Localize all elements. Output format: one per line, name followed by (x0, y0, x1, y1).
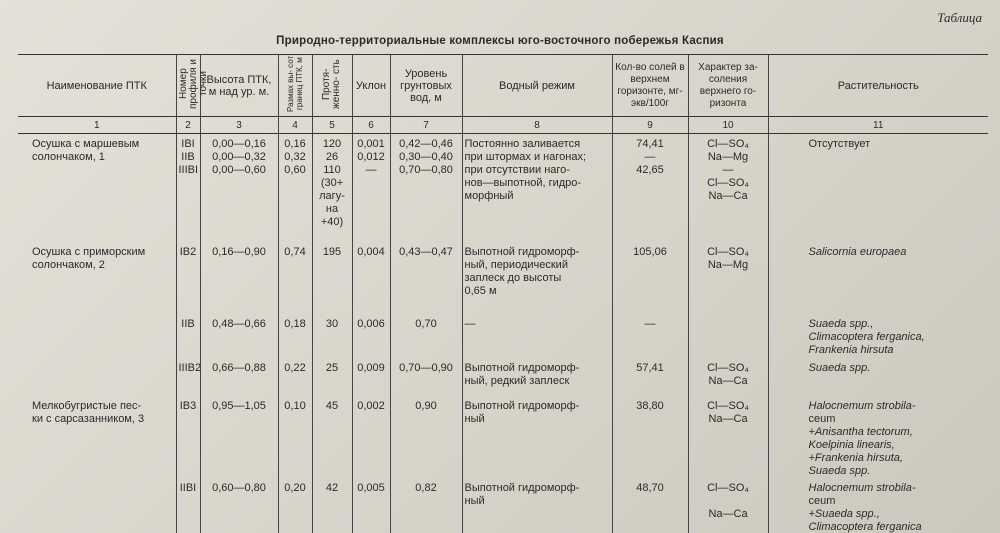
vegetation-cell (768, 478, 988, 533)
salinity-type-cell (688, 478, 768, 533)
length-value: 42 (325, 481, 339, 494)
water-regime: ный, редкий заплеск (464, 374, 570, 387)
ptk-name: ки с сарсазанником, 3 (32, 412, 145, 425)
height-range-cell (278, 478, 312, 533)
table-row (18, 358, 988, 396)
vegetation: Suaeda spp., (808, 317, 874, 330)
salinity-type (691, 495, 766, 508)
header-cell: Кол-во солей в верхнем горизонте, мг-экв/100г (612, 55, 688, 117)
length-value-cell (312, 478, 352, 533)
salinity-type: Cl—SO₄ (707, 361, 749, 374)
ptk-name: солончаком, 2 (32, 258, 105, 271)
salinity-type-cell (688, 396, 768, 478)
table-row (18, 242, 988, 314)
column-number: 6 (352, 117, 390, 134)
salinity-type: Cl—SO₄ (707, 481, 749, 494)
salt-content-cell (612, 478, 688, 533)
height-range: 0,22 (284, 361, 306, 374)
groundwater-level-cell (390, 314, 462, 358)
ptk-height: 0,00—0,60 (212, 164, 266, 176)
column-number: 11 (768, 117, 988, 134)
salt-content: — (644, 317, 656, 330)
salt-content-cell (612, 242, 688, 314)
table-row (18, 134, 988, 242)
vegetation: +Anisantha tectorum, (808, 425, 913, 438)
length-value: 25 (325, 361, 339, 374)
water-regime-cell (462, 314, 612, 358)
groundwater-level: 0,70—0,80 (399, 164, 453, 176)
header-cell: Протя- женно- сть (312, 55, 352, 117)
table-title: Природно-территориальные комплексы юго-восточного побережья Каспия (276, 35, 724, 47)
column-number-row (18, 117, 988, 134)
salt-content-cell (612, 134, 688, 242)
column-number: 5 (312, 117, 352, 134)
water-regime: — (464, 317, 476, 330)
ptk-height-cell (200, 358, 278, 396)
groundwater-level: 0,70—0,90 (399, 361, 453, 374)
water-regime-cell (462, 134, 612, 242)
header-row (18, 55, 988, 117)
water-regime: 0,65 м (464, 284, 497, 297)
column-number: 8 (462, 117, 612, 134)
height-range-cell (278, 134, 312, 242)
groundwater-level-cell (390, 358, 462, 396)
salinity-type: Na—Ca (708, 190, 748, 202)
salinity-type: Cl—SO₄ (707, 177, 749, 189)
vegetation: ceum (808, 494, 836, 507)
vegetation-cell (768, 396, 988, 478)
ptk-name: солончаком, 1 (32, 151, 105, 163)
table-row (18, 396, 988, 478)
slope-value-cell (352, 134, 390, 242)
ptk-name-cell (18, 396, 176, 478)
table-row (18, 314, 988, 358)
vegetation: +Suaeda spp., (808, 507, 880, 520)
length-value: 26 (325, 151, 339, 163)
salinity-type: Na—Ca (708, 374, 748, 387)
length-value: 195 (322, 245, 342, 258)
profile-point: IIВ (181, 317, 195, 330)
data-table (18, 54, 988, 533)
height-range: 0,60 (284, 164, 306, 176)
ptk-height-cell (200, 314, 278, 358)
header-cell: Растительность (768, 55, 988, 117)
salt-content: 74,41 (636, 138, 664, 150)
slope-value: 0,005 (357, 481, 385, 494)
height-range: 0,16 (284, 138, 306, 150)
ptk-height: 0,48—0,66 (212, 317, 266, 330)
length-value: на (325, 203, 339, 215)
slope-value-cell (352, 358, 390, 396)
salinity-type: Na—Mg (707, 151, 749, 163)
header-cell: Характер за- соления верхнего го- ризонта (688, 55, 768, 117)
salinity-type-cell (688, 314, 768, 358)
height-range-cell (278, 358, 312, 396)
water-regime-cell (462, 242, 612, 314)
salinity-type: Na—Ca (708, 507, 748, 520)
ptk-height-cell (200, 134, 278, 242)
vegetation: Halocnemum strobila- (808, 481, 916, 494)
salinity-type: — (722, 164, 734, 176)
column-number: 9 (612, 117, 688, 134)
water-regime-cell (462, 358, 612, 396)
length-value-cell (312, 134, 352, 242)
salt-content-cell (612, 358, 688, 396)
groundwater-level-cell (390, 396, 462, 478)
profile-point: IIIВI (178, 164, 199, 176)
column-number: 2 (176, 117, 200, 134)
water-regime: ный (464, 494, 485, 507)
groundwater-level: 0,70 (415, 317, 437, 330)
groundwater-level: 0,43—0,47 (399, 245, 453, 258)
water-regime: Постоянно заливается (464, 138, 581, 150)
table-row (18, 478, 988, 533)
length-value: 45 (325, 399, 339, 412)
ptk-height: 0,00—0,16 (212, 138, 266, 150)
vegetation: Frankenia hirsuta (808, 343, 894, 356)
water-regime: Выпотной гидроморф- (464, 361, 580, 374)
ptk-height: 0,66—0,88 (212, 361, 266, 374)
ptk-height: 0,60—0,80 (212, 481, 266, 494)
length-value-cell (312, 242, 352, 314)
height-range-cell (278, 396, 312, 478)
profile-point-cell (176, 242, 200, 314)
column-number: 10 (688, 117, 768, 134)
ptk-name-cell (18, 478, 176, 533)
water-regime: Выпотной гидроморф- (464, 245, 580, 258)
salinity-type: Cl—SO₄ (707, 138, 749, 150)
ptk-height: 0,00—0,32 (212, 151, 266, 163)
length-value: 30 (325, 317, 339, 330)
vegetation: Suaeda spp. (808, 361, 871, 374)
salt-content-cell (612, 314, 688, 358)
ptk-height: 0,95—1,05 (212, 399, 266, 412)
groundwater-level: 0,82 (415, 481, 437, 494)
height-range: 0,18 (284, 317, 306, 330)
column-number: 1 (18, 117, 176, 134)
profile-point: IВI (181, 138, 195, 150)
profile-point: IВ3 (179, 399, 197, 412)
slope-value: 0,006 (357, 317, 385, 330)
vegetation: Climacoptera ferganica, (808, 330, 925, 343)
column-number: 4 (278, 117, 312, 134)
profile-point: IIIВ2 (178, 361, 202, 374)
profile-point: IIВI (179, 481, 197, 494)
length-value: лагу- (319, 190, 345, 202)
salt-content: 42,65 (636, 164, 664, 176)
salt-content: 38,80 (636, 399, 664, 412)
length-value: +40) (320, 216, 344, 228)
vegetation: Halocnemum strobila- (808, 399, 916, 412)
column-number: 7 (390, 117, 462, 134)
ptk-name: Осушка с приморским (32, 245, 146, 258)
profile-point: IIВ (181, 151, 195, 163)
water-regime: ный (464, 412, 485, 425)
profile-point-cell (176, 478, 200, 533)
salt-content: 105,06 (633, 245, 667, 258)
vegetation-cell (768, 358, 988, 396)
groundwater-level-cell (390, 478, 462, 533)
water-regime: ный, периодический (464, 258, 568, 271)
groundwater-level: 0,30—0,40 (399, 151, 453, 163)
water-regime-cell (462, 478, 612, 533)
salinity-type: Cl—SO₄ (707, 399, 749, 412)
length-value-cell (312, 396, 352, 478)
slope-value-cell (352, 396, 390, 478)
slope-value: 0,012 (357, 151, 385, 163)
length-value: (30+ (320, 177, 344, 189)
ptk-height-cell (200, 242, 278, 314)
vegetation: Отсутствует (808, 138, 871, 150)
vegetation: Salicornia europaea (808, 245, 907, 258)
height-range-cell (278, 314, 312, 358)
header-cell: Водный режим (462, 55, 612, 117)
salinity-type: Na—Mg (707, 258, 749, 271)
table-label: Таблица (937, 10, 982, 25)
vegetation: Climacoptera ferganica (808, 520, 922, 533)
header-cell: Размах вы- сот границ ПТК, м (278, 55, 312, 117)
profile-point-cell (176, 358, 200, 396)
header-cell: Высота ПТК, м над ур. м. (200, 55, 278, 117)
vegetation: +Frankenia hirsuta, (808, 451, 903, 464)
length-value-cell (312, 314, 352, 358)
water-regime: заплеск до высоты (464, 271, 562, 284)
slope-value-cell (352, 478, 390, 533)
profile-point: IВ2 (179, 245, 197, 258)
length-value: 120 (322, 138, 342, 150)
groundwater-level-cell (390, 242, 462, 314)
height-range: 0,10 (284, 399, 306, 412)
ptk-height: 0,16—0,90 (212, 245, 266, 258)
salinity-type-cell (688, 358, 768, 396)
water-regime: морфный (464, 190, 514, 202)
salt-content-cell (612, 396, 688, 478)
water-regime-cell (462, 396, 612, 478)
column-number: 3 (200, 117, 278, 134)
vegetation: Koelpinia linearis, (808, 438, 895, 451)
ptk-name-cell (18, 242, 176, 314)
ptk-name: Мелкобугристые пес- (32, 399, 142, 412)
water-regime: Выпотной гидроморф- (464, 399, 580, 412)
slope-value: 0,009 (357, 361, 385, 374)
ptk-name-cell (18, 358, 176, 396)
groundwater-level: 0,90 (415, 399, 437, 412)
height-range: 0,32 (284, 151, 306, 163)
header-cell: Наименование ПТК (18, 55, 176, 117)
ptk-height-cell (200, 396, 278, 478)
header-cell: Номер профиля и точки (176, 55, 200, 117)
vegetation-cell (768, 242, 988, 314)
vegetation-cell (768, 314, 988, 358)
water-regime: нов—выпотной, гидро- (464, 177, 582, 189)
height-range: 0,20 (284, 481, 306, 494)
salinity-type-cell (688, 242, 768, 314)
water-regime: Выпотной гидроморф- (464, 481, 580, 494)
water-regime: при отсутствии наго- (464, 164, 570, 176)
salt-content: 57,41 (636, 361, 664, 374)
slope-value: — (365, 164, 377, 176)
profile-point-cell (176, 134, 200, 242)
header-cell: Уровень грунтовых вод, м (390, 55, 462, 117)
ptk-name-cell (18, 314, 176, 358)
ptk-name: Осушка с маршевым (32, 138, 140, 150)
ptk-height-cell (200, 478, 278, 533)
groundwater-level: 0,42—0,46 (399, 138, 453, 150)
salinity-type-cell (688, 134, 768, 242)
height-range-cell (278, 242, 312, 314)
slope-value-cell (352, 242, 390, 314)
profile-point-cell (176, 314, 200, 358)
header-cell: Уклон (352, 55, 390, 117)
vegetation: ceum (808, 412, 836, 425)
length-value: 110 (323, 164, 341, 176)
ptk-name-cell (18, 134, 176, 242)
salt-content: — (644, 151, 656, 163)
slope-value: 0,004 (357, 245, 385, 258)
slope-value-cell (352, 314, 390, 358)
water-regime: при штормах и нагонах; (464, 151, 587, 163)
height-range: 0,74 (284, 245, 306, 258)
vegetation: Suaeda spp. (808, 464, 871, 477)
slope-value: 0,001 (357, 138, 385, 150)
length-value-cell (312, 358, 352, 396)
salinity-type: Na—Ca (708, 412, 748, 425)
groundwater-level-cell (390, 134, 462, 242)
profile-point-cell (176, 396, 200, 478)
salt-content: 48,70 (636, 481, 664, 494)
vegetation-cell (768, 134, 988, 242)
slope-value: 0,002 (357, 399, 385, 412)
salinity-type: Cl—SO₄ (707, 245, 749, 258)
